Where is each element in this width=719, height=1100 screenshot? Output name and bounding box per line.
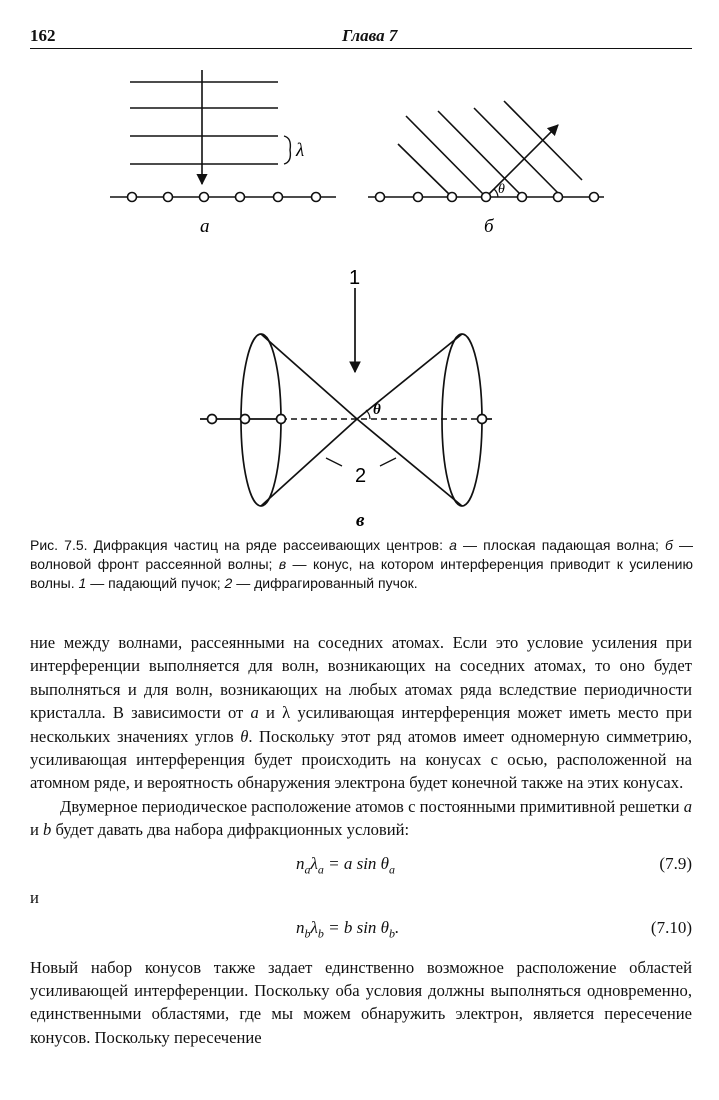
p1-var-a: a <box>250 703 259 723</box>
eq2-n-sub: b <box>304 926 311 941</box>
page-number: 162 <box>30 26 56 45</box>
caption-prefix: Рис. 7.5. Дифракция частиц на ряде рассеивающих центров: <box>30 537 450 553</box>
caption-c-letter: в <box>278 556 287 572</box>
figure-7-5 <box>0 0 719 535</box>
paragraph-3: Новый набор конусов также задает единственно возможное расположение областей усиливающей интерференции. Поскольку оба условия должны выполняться одновременно, единственными областями, где мы можем обнаружить электрон, является пересечение конусов. Поскольку пересечение <box>30 957 692 1047</box>
p1-text-1: ние между волнами, рассеянными на соседних атомах. Если это условие усиления при интерференции выполняется для волн, возникающих на соседних атомах, то оно будет выполняться и для волн, возникающих на любых атомах ряда вследствие периодичности кристалла. В зависимости от <box>30 633 692 723</box>
eq1-n: n <box>296 853 305 873</box>
equation-7-10 <box>30 912 692 956</box>
eq1-rhs: = a sin θ <box>323 853 390 873</box>
eq2-rhs: = b sin θ <box>323 917 390 937</box>
eq1-lambda-sub: a <box>317 862 324 877</box>
p1-lambda: λ <box>282 703 291 723</box>
theta-label-b: θ <box>498 182 505 197</box>
eq2-lambda: λ <box>310 917 318 937</box>
p1-text-3: . Поскольку этот ряд атомов имеет одномерную симметрию, усиливающая интерференция будет происходить на конусах с осью, расположенной на атомном ряде, и вероятность обнаружения электрона будет конечной также на этих конусах. <box>30 726 693 793</box>
p2-var-a: a <box>683 796 692 816</box>
caption-c-text: — конус, на котором интерференция приводит к усилению волны. <box>30 556 694 591</box>
p1-text-2: усиливающая интерференция может иметь место при нескольких значениях углов <box>30 703 692 746</box>
eq2-rhs-sub: b <box>389 926 396 941</box>
caption-b-text: — волновой фронт рассеянной волны; <box>30 537 694 572</box>
caption-a-letter: а <box>449 537 457 553</box>
conjunction-and: и <box>30 887 39 907</box>
caption-n1: 1 <box>78 575 87 591</box>
caption-n2-text: — дифрагированный пучок. <box>232 575 418 591</box>
p2-var-b: b <box>43 820 52 840</box>
equation-number-7-10: (7.10) <box>650 917 692 937</box>
eq2-n: n <box>296 917 305 937</box>
p2-text-1: Двумерное периодическое расположение атомов с постоянными примитивной решетки <box>60 796 684 816</box>
chapter-title: Глава 7 <box>342 26 398 45</box>
paragraph-1 <box>30 631 692 795</box>
panel-a-diagram <box>110 70 336 202</box>
caption-n1-text: — падающий пучок; <box>86 575 225 591</box>
beam-1-label: 1 <box>349 267 361 289</box>
equation-7-9 <box>30 842 692 886</box>
panel-b-diagram <box>368 101 604 202</box>
panel-b-label: б <box>484 216 494 237</box>
caption-b-letter: б <box>665 537 673 553</box>
lambda-label: λ <box>296 140 305 161</box>
eq1-n-sub: a <box>304 862 311 877</box>
panel-a-label: а <box>200 216 210 237</box>
eq2-lambda-sub: b <box>317 926 324 941</box>
eq1-rhs-sub: a <box>389 862 396 877</box>
p2-text-2: будет давать два набора дифракционных условий: <box>51 820 410 840</box>
beam-2-label: 2 <box>355 465 367 487</box>
panel-c-label: в <box>356 510 365 531</box>
eq1-lambda: λ <box>310 853 318 873</box>
body-text <box>30 631 692 1049</box>
caption-a-text: — плоская падающая волна; <box>456 537 666 553</box>
theta-label-c: θ <box>373 402 381 418</box>
eq2-dot: . <box>395 917 400 937</box>
equation-7-9-body <box>296 852 395 882</box>
figure-caption <box>30 536 693 593</box>
equation-7-10-body <box>296 916 399 946</box>
panel-c-diagram <box>200 288 492 506</box>
p1-theta: θ <box>240 726 249 746</box>
paragraph-2 <box>30 795 692 842</box>
caption-n2: 2 <box>224 575 233 591</box>
p2-and: и <box>30 820 44 840</box>
p1-and: и <box>258 703 283 723</box>
equation-number-7-9: (7.9) <box>659 853 692 873</box>
